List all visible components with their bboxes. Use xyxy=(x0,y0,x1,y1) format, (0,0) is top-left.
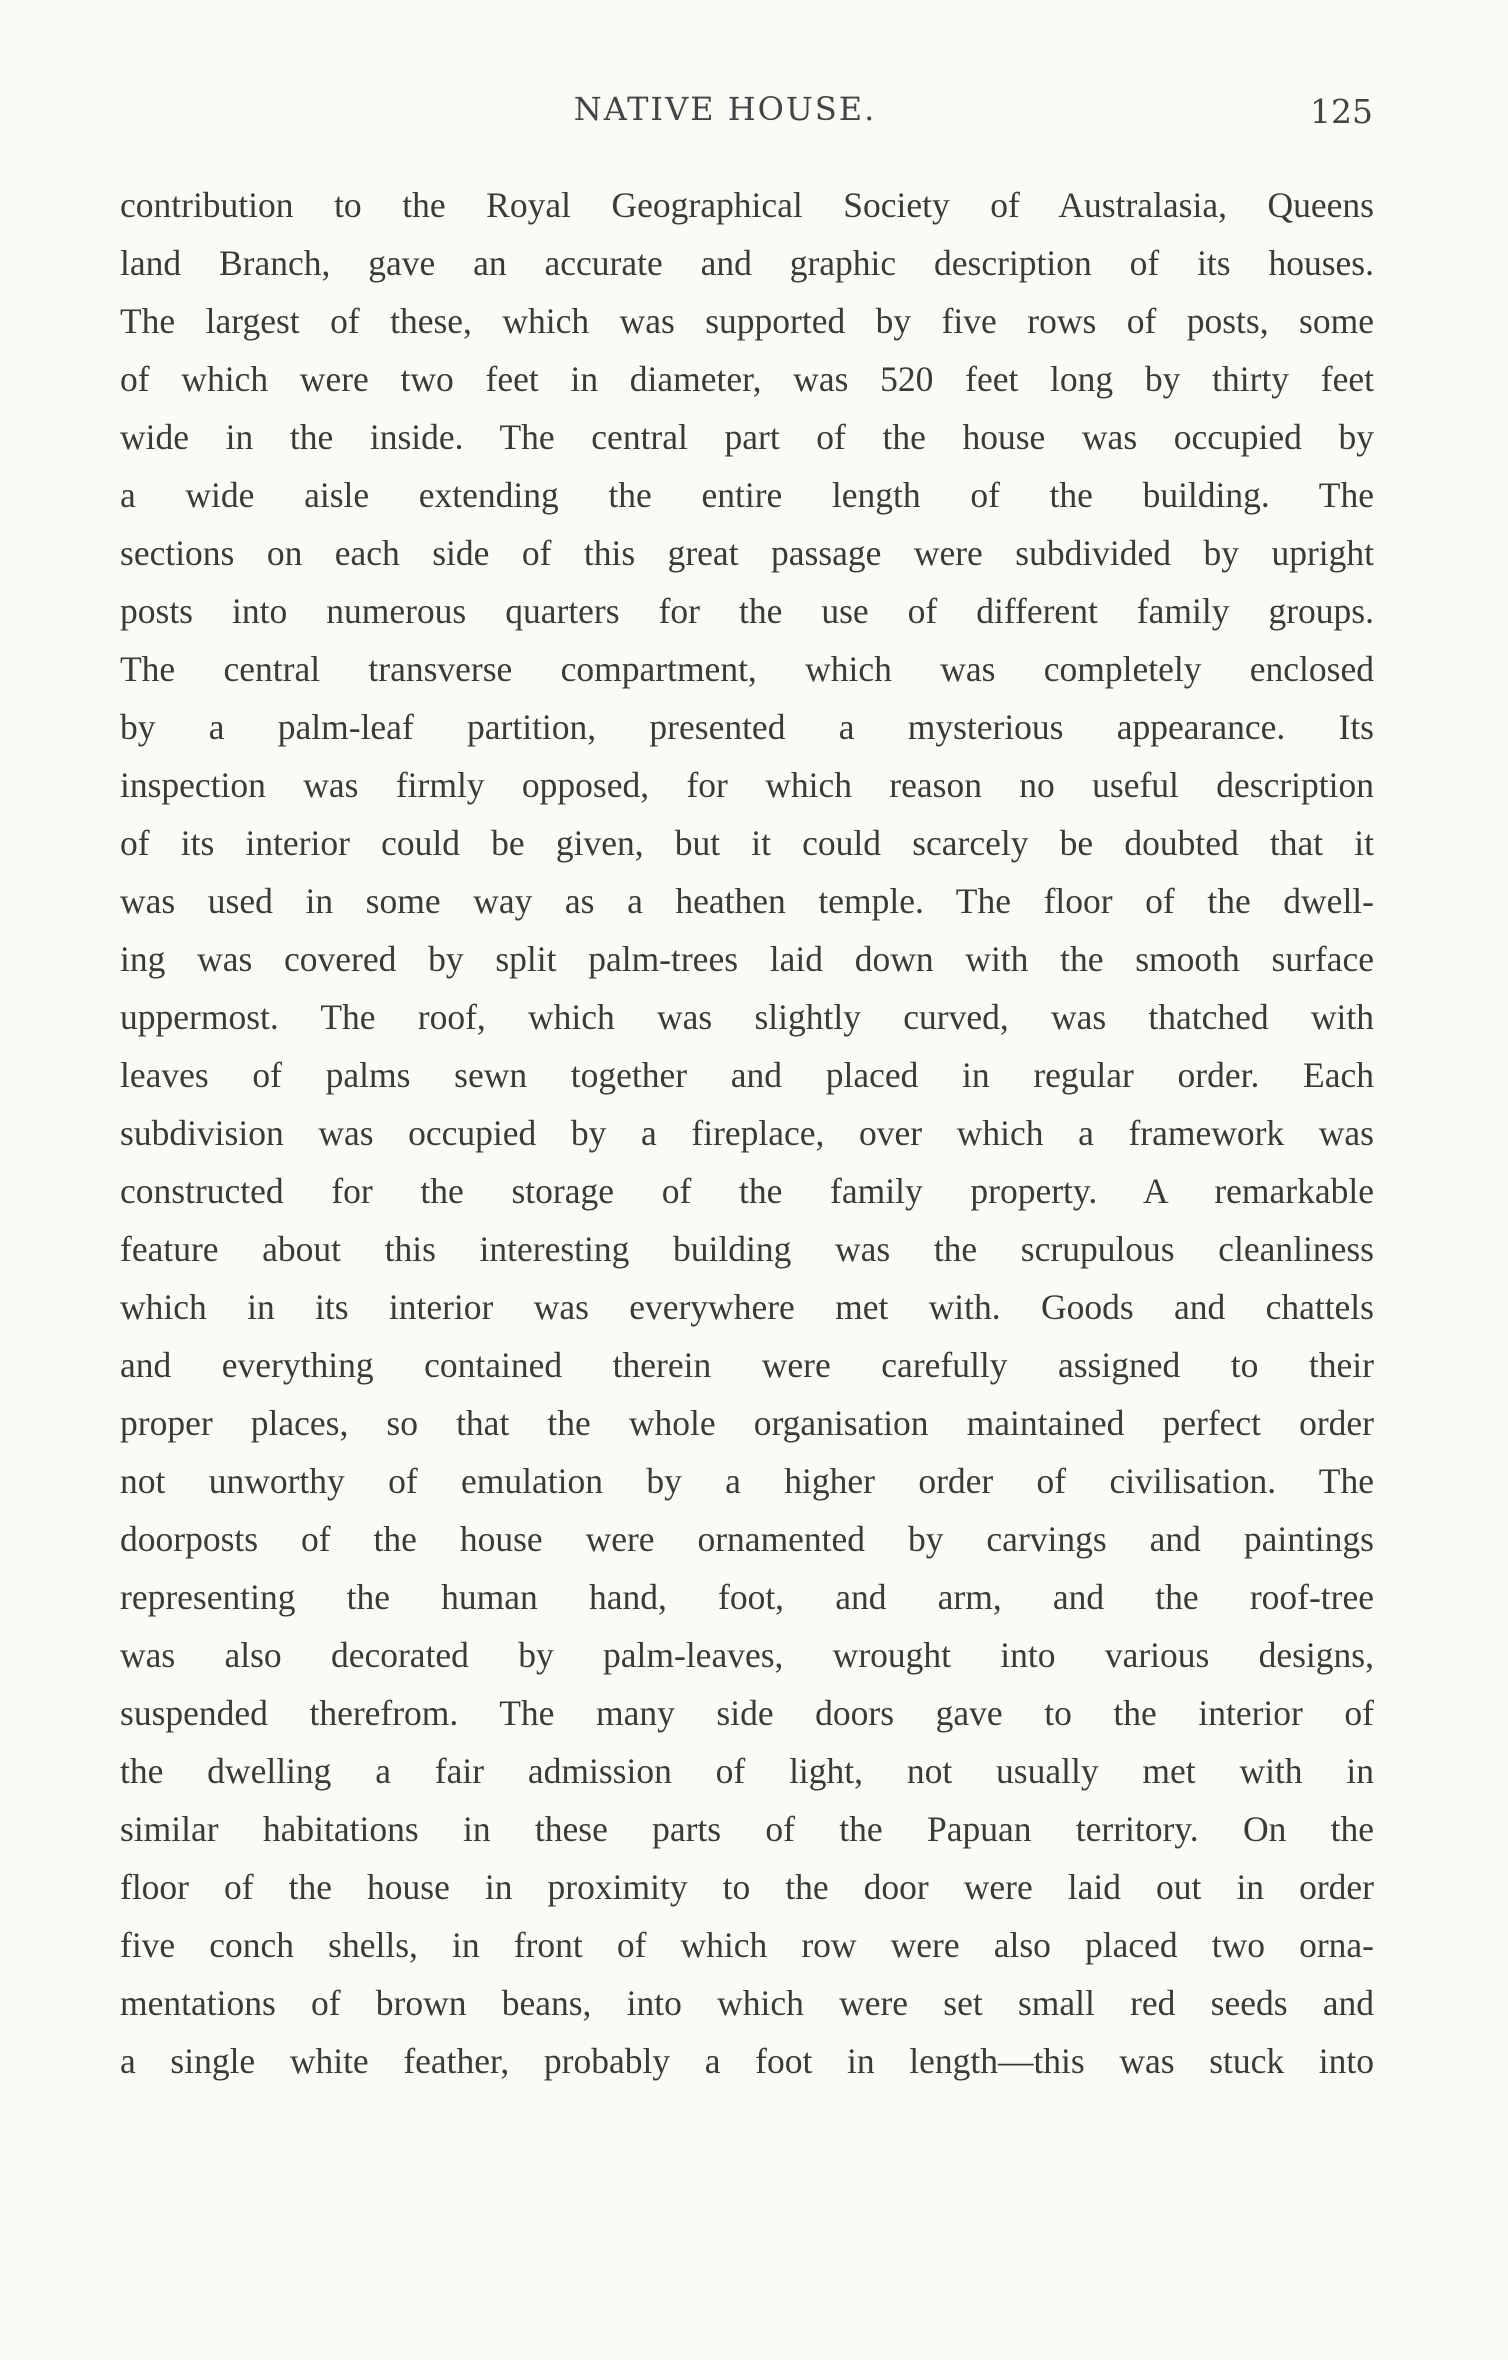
text-line xyxy=(120,698,1374,756)
text-line-content: the dwelling a fair admission of light, not usually met with in xyxy=(120,1751,1374,1791)
text-line-content: wide in the inside. The central part of the house was occupied by xyxy=(120,417,1374,457)
text-line-content: of which were two feet in diameter, was 520 feet long by thirty feet xyxy=(120,359,1374,399)
running-header xyxy=(0,90,1508,140)
text-line xyxy=(120,1858,1374,1916)
text-line-content: proper places, so that the whole organisation maintained perfect order xyxy=(120,1403,1374,1443)
text-line-content: five conch shells, in front of which row were also placed two orna- xyxy=(120,1925,1374,1965)
text-line-content: a single white feather, probably a foot in length—this was stuck into xyxy=(120,2041,1374,2081)
text-line xyxy=(120,988,1374,1046)
text-line-content: contribution to the Royal Geographical Society of Australasia, Queens xyxy=(120,185,1374,225)
text-line-content: similar habitations in these parts of the Papuan territory. On the xyxy=(120,1809,1374,1849)
text-line xyxy=(120,1162,1374,1220)
text-line xyxy=(120,1742,1374,1800)
text-line xyxy=(120,756,1374,814)
text-line xyxy=(120,1568,1374,1626)
text-line-content: The central transverse compartment, which was completely enclosed xyxy=(120,649,1374,689)
text-line xyxy=(120,176,1374,234)
text-line xyxy=(120,408,1374,466)
text-line xyxy=(120,582,1374,640)
text-line-content: was used in some way as a heathen temple. The floor of the dwell- xyxy=(120,881,1374,921)
text-line xyxy=(120,640,1374,698)
text-line-content: land Branch, gave an accurate and graphic description of its houses. xyxy=(120,243,1374,283)
text-line xyxy=(120,1916,1374,1974)
text-line xyxy=(120,234,1374,292)
text-line xyxy=(120,1974,1374,2032)
text-line-content: which in its interior was everywhere met with. Goods and chattels xyxy=(120,1287,1374,1327)
text-line-content: of its interior could be given, but it could scarcely be doubted that it xyxy=(120,823,1374,863)
text-line xyxy=(120,466,1374,524)
text-line-content: and everything contained therein were carefully assigned to their xyxy=(120,1345,1374,1385)
running-title: NATIVE HOUSE. xyxy=(573,90,877,128)
text-line xyxy=(120,2032,1374,2090)
text-line-content: constructed for the storage of the family property. A remarkable xyxy=(120,1171,1374,1211)
text-line-content: leaves of palms sewn together and placed in regular order. Each xyxy=(120,1055,1374,1095)
text-line-content: ing was covered by split palm-trees laid down with the smooth surface xyxy=(120,939,1374,979)
text-line-content: suspended therefrom. The many side doors gave to the interior of xyxy=(120,1693,1374,1733)
text-line xyxy=(120,1684,1374,1742)
text-line xyxy=(120,524,1374,582)
text-line xyxy=(120,872,1374,930)
page-number: 125 xyxy=(1310,92,1373,131)
text-line-content: floor of the house in proximity to the door were laid out in order xyxy=(120,1867,1374,1907)
body-text xyxy=(120,176,1374,2090)
text-line-content: sections on each side of this great passage were subdivided by upright xyxy=(120,533,1374,573)
text-line-content: not unworthy of emulation by a higher order of civilisation. The xyxy=(120,1461,1374,1501)
text-line xyxy=(120,1104,1374,1162)
text-line xyxy=(120,1046,1374,1104)
text-line xyxy=(120,814,1374,872)
text-line-content: feature about this interesting building was the scrupulous cleanliness xyxy=(120,1229,1374,1269)
text-line xyxy=(120,1452,1374,1510)
text-line-content: uppermost. The roof, which was slightly curved, was thatched with xyxy=(120,997,1374,1037)
text-line xyxy=(120,1626,1374,1684)
text-line-content: by a palm-leaf partition, presented a mysterious appearance. Its xyxy=(120,707,1374,747)
text-line-content: doorposts of the house were ornamented by carvings and paintings xyxy=(120,1519,1374,1559)
text-line-content: representing the human hand, foot, and arm, and the roof-tree xyxy=(120,1577,1374,1617)
text-line xyxy=(120,1510,1374,1568)
text-line xyxy=(120,1800,1374,1858)
text-line-content: inspection was firmly opposed, for which reason no useful description xyxy=(120,765,1374,805)
text-line-content: a wide aisle extending the entire length of the building. The xyxy=(120,475,1374,515)
text-line-content: subdivision was occupied by a fireplace, over which a framework was xyxy=(120,1113,1374,1153)
text-line-content: mentations of brown beans, into which were set small red seeds and xyxy=(120,1983,1374,2023)
text-line-content: posts into numerous quarters for the use of different family groups. xyxy=(120,591,1374,631)
text-line-content: was also decorated by palm-leaves, wrought into various designs, xyxy=(120,1635,1374,1675)
text-line xyxy=(120,930,1374,988)
text-line-content: The largest of these, which was supported by five rows of posts, some xyxy=(120,301,1374,341)
text-line xyxy=(120,1394,1374,1452)
text-line xyxy=(120,292,1374,350)
text-line xyxy=(120,1220,1374,1278)
text-line xyxy=(120,350,1374,408)
text-line xyxy=(120,1336,1374,1394)
text-line xyxy=(120,1278,1374,1336)
